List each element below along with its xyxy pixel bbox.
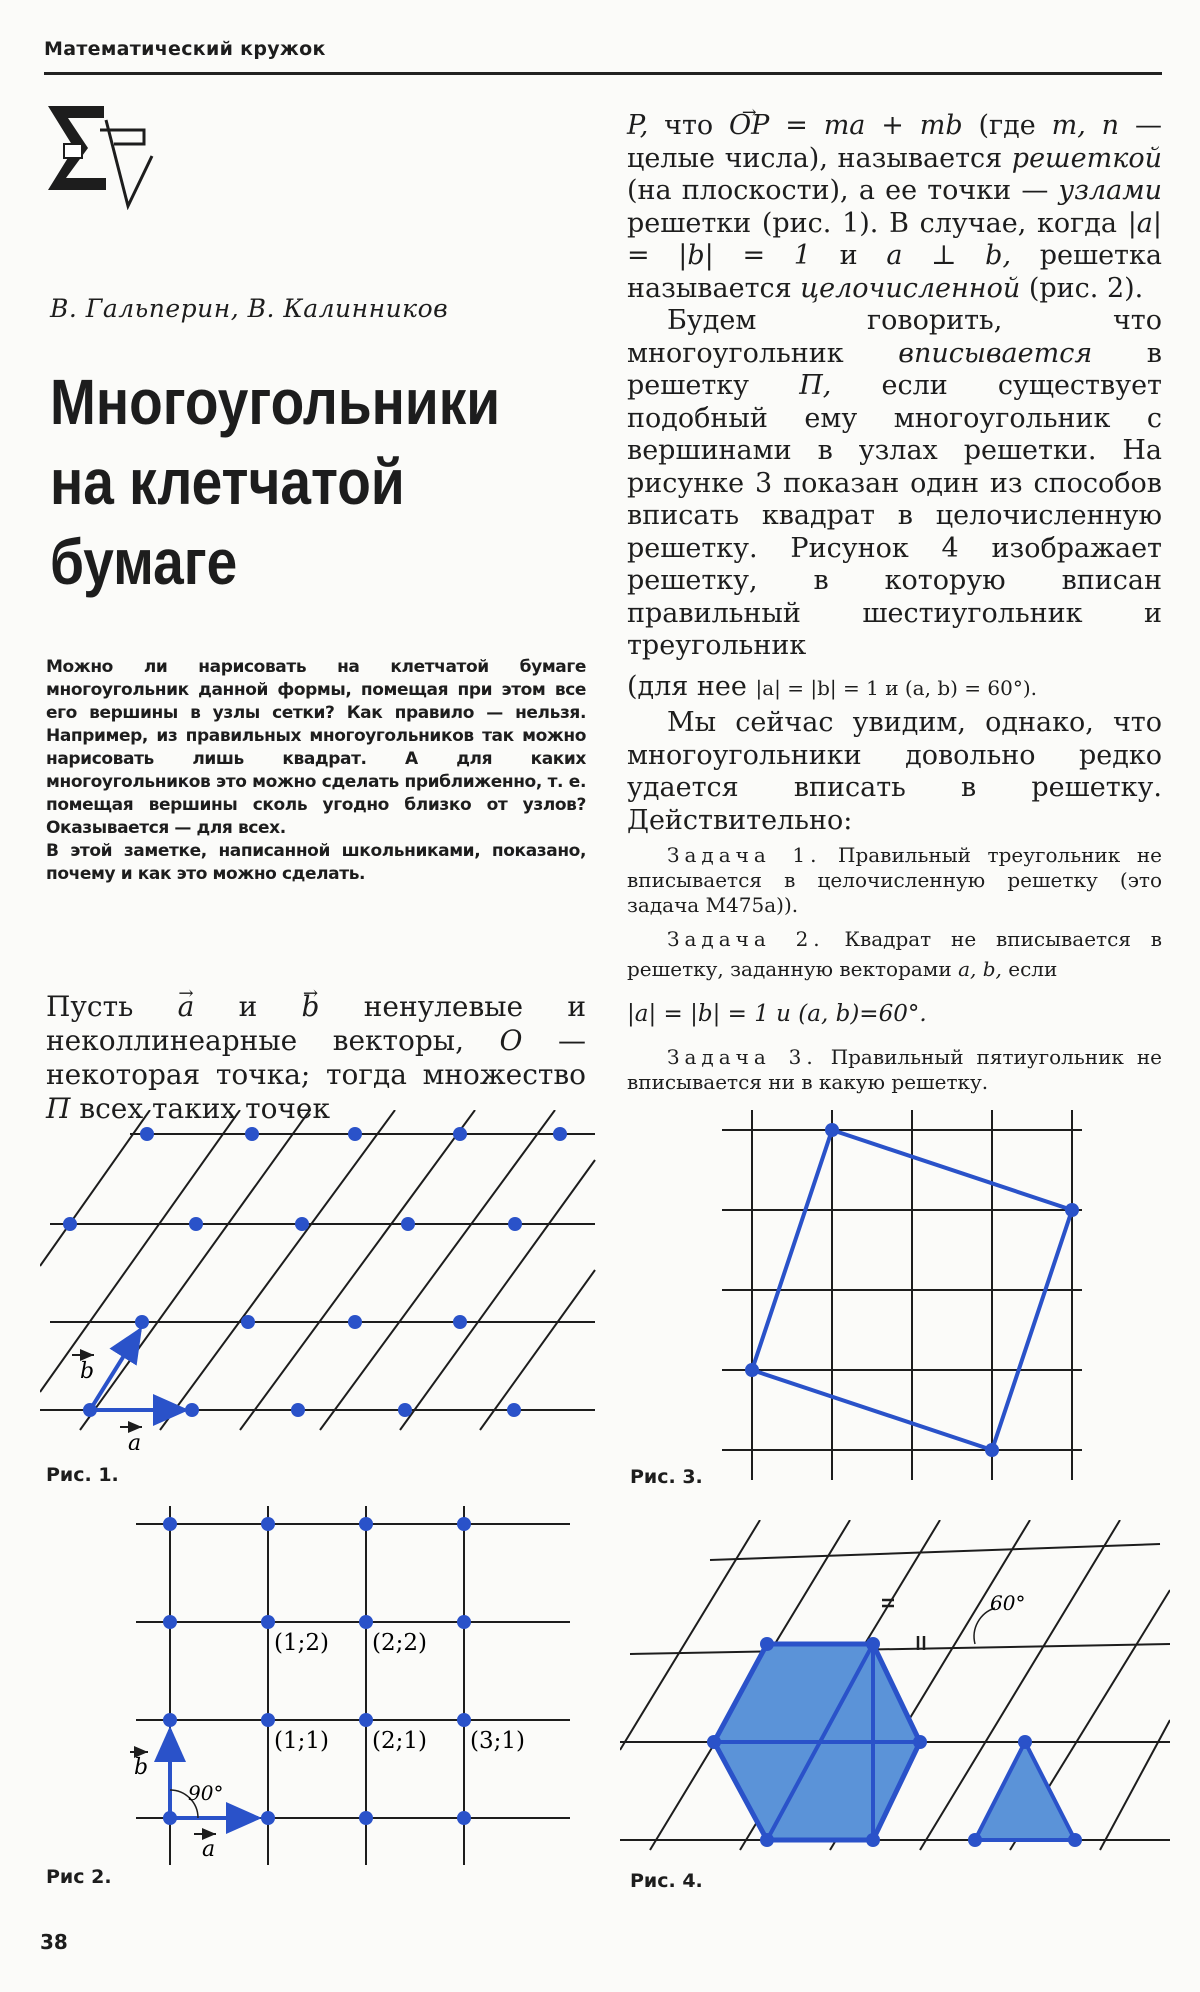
coord-1-1: (1;1) xyxy=(274,1728,329,1754)
header-rule xyxy=(44,72,1162,75)
task-1 xyxy=(627,843,1162,918)
grid-nodes xyxy=(163,1517,471,1825)
formula: a ⊥ b, xyxy=(886,240,1012,271)
task-2-label: Задача 2. xyxy=(667,927,825,951)
intro-paragraph-1: Можно ли нарисовать на клетчатой бумаге многоугольник данной формы, помещая при этом все его вершины в узлы сетки? Как правило — нельзя. Например, из правильных многоугольников так можно нарисовать лишь квадрат. А для каких многоугольников это можно сделать приближенно, т. е. помещая вершины сколь угодно близко от узлов? Оказывается — для всех. xyxy=(46,657,586,838)
task-2-formula xyxy=(627,998,1162,1031)
task-2 xyxy=(627,924,1162,984)
vector-op: → OP xyxy=(729,110,769,143)
paragraph-definition xyxy=(627,110,1162,305)
text-run: Будем говорить, что многоугольник xyxy=(627,305,1162,369)
sigma-logo-icon xyxy=(44,100,154,210)
text-run: в решетку xyxy=(627,337,1162,401)
label-b: b xyxy=(80,1359,95,1384)
formula: |a| = |b| = 1 xyxy=(627,207,1162,271)
vector-a: → a xyxy=(178,990,195,1024)
formula: = ma + mb xyxy=(785,110,963,141)
text-run: если существует подобный ему многоугольник с вершинами в узлах решетки. На рисунке 3 показан один из способов вписать квадрат в целочисленную решетку. Рисунок 4 изображает решетку, в которую вписан правильный шестиугольник и треугольник xyxy=(627,370,1162,661)
intro-paragraph-2: В этой заметке, написанной школьниками, показано, почему и как это можно сделать. xyxy=(46,841,586,884)
task-3 xyxy=(627,1045,1162,1095)
text-run: — целые числа), называется xyxy=(627,110,1162,174)
task-2-text: Квадрат не вписывается в решетку, заданную векторами xyxy=(627,927,1162,981)
text-run: — некоторая точка; тогда множество xyxy=(46,1024,586,1091)
label-b: b xyxy=(134,1755,149,1780)
point-p: P, xyxy=(627,110,649,141)
term-inscribed: вписывается xyxy=(898,337,1093,369)
coordinate-labels xyxy=(274,1630,525,1754)
figure-1-caption: Рис. 1. xyxy=(46,1464,119,1486)
coord-2-2: (2;2) xyxy=(372,1630,427,1656)
text-run: и xyxy=(238,990,258,1023)
label-a: a xyxy=(128,1431,142,1450)
figure-3-caption: Рис. 3. xyxy=(630,1466,703,1488)
figure-4-caption: Рис. 4. xyxy=(630,1870,703,1892)
figure-2-caption: Рис 2. xyxy=(46,1866,112,1888)
article-title xyxy=(50,362,500,602)
task-1-text: Правильный треугольник не вписывается в целочисленную решетку (это задача М475а)). xyxy=(627,843,1162,917)
text-run: Пусть xyxy=(46,990,134,1023)
set-pi: П xyxy=(46,1092,71,1125)
authors: В. Гальперин, В. Калинников xyxy=(50,294,449,323)
paragraph-inscribed xyxy=(627,305,1162,663)
figure-3-square xyxy=(722,1110,1082,1480)
figure-1-lattice xyxy=(40,1110,600,1450)
set-pi: П, xyxy=(799,370,832,401)
formula: m, n xyxy=(1051,110,1120,141)
paragraph-intro-tasks: Мы сейчас увидим, однако, что многоугольники довольно редко удается вписать в решетку. Действительно: xyxy=(627,707,1162,836)
angle-label: 60° xyxy=(990,1591,1026,1615)
text-run: (рис. 2). xyxy=(1028,272,1144,304)
term-integer: целочисленной xyxy=(800,272,1021,304)
text-run: решетки (рис. 1). В случае, когда xyxy=(627,207,1117,239)
text-run: и xyxy=(839,240,858,271)
text-run: решетка называется xyxy=(627,240,1162,304)
text-run: ненулевые и неколлинеарные векторы, xyxy=(46,990,587,1057)
coord-3-1: (3;1) xyxy=(470,1728,525,1754)
text-run: (где xyxy=(978,110,1036,141)
coord-2-1: (2;1) xyxy=(372,1728,427,1754)
lattice-lines xyxy=(40,1110,595,1430)
grid-lines xyxy=(136,1506,570,1865)
task-1-label: Задача 1. xyxy=(667,843,822,867)
section-header: Математический кружок xyxy=(44,38,326,60)
title-line-1: Многоугольники xyxy=(50,366,501,438)
task-3-label: Задача 3. xyxy=(667,1044,818,1069)
text-run: всех таких точек xyxy=(79,1092,331,1125)
body-text-col1 xyxy=(46,990,586,1126)
body-text-col2 xyxy=(627,110,1162,1095)
title-line-3: бумаге xyxy=(50,526,238,598)
intro-lead xyxy=(46,656,586,886)
lattice-nodes xyxy=(63,1127,567,1417)
equal-marks xyxy=(882,1600,924,1650)
term-nodes: узлами xyxy=(1058,175,1162,206)
text-run: что xyxy=(664,110,714,141)
text-run: (на плоскости), а ее точки — xyxy=(627,175,1049,206)
coord-1-2: (1;2) xyxy=(274,1630,329,1656)
paragraph-condition xyxy=(627,671,1162,704)
formula: |a| = |b| = 1 и (a, b) = 60°). xyxy=(755,675,1038,700)
label-a: a xyxy=(202,1837,216,1862)
vector-b-arrow xyxy=(90,1330,140,1410)
figure-2-integer-lattice xyxy=(130,1500,570,1870)
vector-b: → b xyxy=(302,990,320,1024)
point-o: O xyxy=(499,1024,523,1057)
text-run: если xyxy=(1008,957,1058,981)
term-lattice: решеткой xyxy=(1011,142,1162,174)
title-line-2: на клетчатой xyxy=(50,446,405,518)
inscribed-triangle xyxy=(975,1742,1075,1840)
formula: |a| = |b| = 1 и (a, b)=60°. xyxy=(627,1001,927,1027)
angle-label: 90° xyxy=(188,1781,224,1805)
text-run: (для нее xyxy=(627,670,747,702)
task-3-text: Правильный пятиугольник не вписывается ни в какую решетку. xyxy=(627,1044,1162,1094)
figure-4-hexagon xyxy=(620,1520,1170,1860)
formula: a, b, xyxy=(958,957,1002,981)
page-number: 38 xyxy=(40,1930,68,1954)
